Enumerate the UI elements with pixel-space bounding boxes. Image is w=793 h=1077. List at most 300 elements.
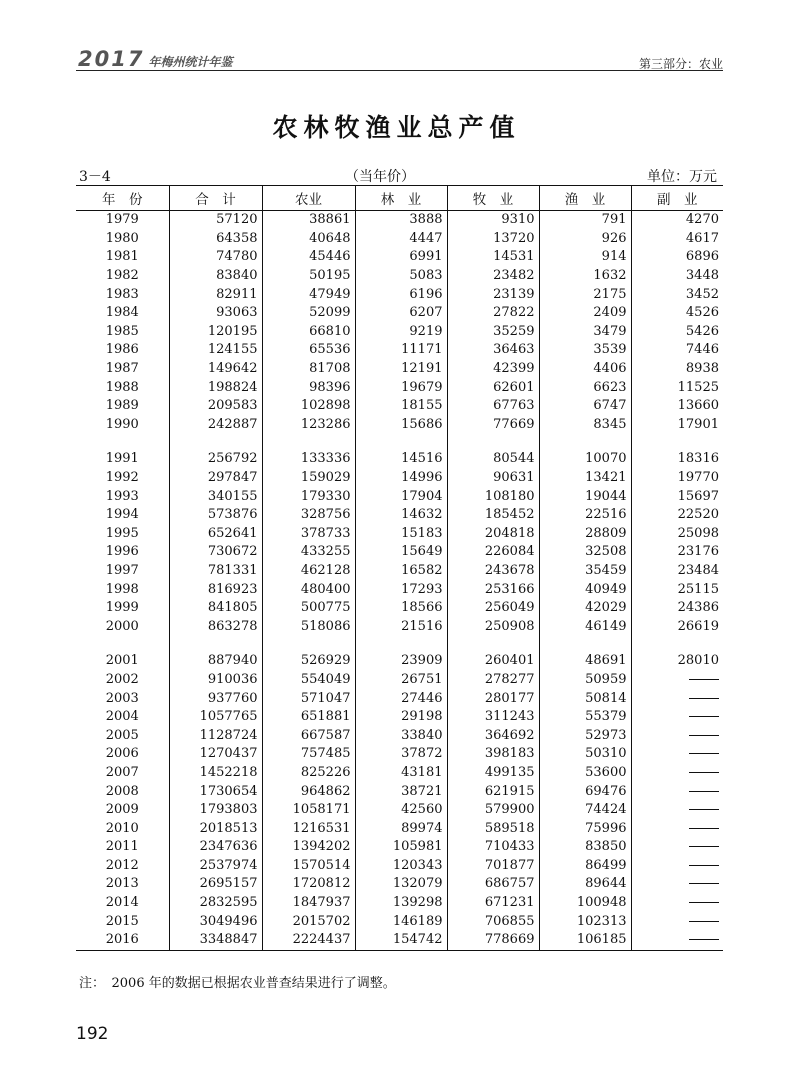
table-cell: 2018513 [169,819,262,838]
table-cell: 579900 [447,801,539,820]
price-basis: （当年价） [345,169,415,185]
table-cell [631,764,723,783]
table-row [76,378,723,397]
table-cell: 1847937 [262,894,355,913]
table-cell: 124155 [169,341,262,360]
table-cell: 45446 [262,248,355,267]
table-cell: 1993 [105,488,139,504]
table-cell: 15697 [631,487,723,506]
table-cell: 710433 [447,838,539,857]
table-cell: 526929 [262,652,355,671]
header-rule [76,70,723,71]
no-data-dash [689,828,719,829]
table-cell [631,819,723,838]
group-spacer-row [76,434,723,450]
table-cell: 1730654 [169,782,262,801]
table-cell: 1996 [105,544,139,560]
table-cell: 250908 [447,617,539,636]
table-cell: 29198 [355,708,447,727]
table-cell: 1570514 [262,857,355,876]
table-cell: 62601 [447,378,539,397]
table-cell: 82911 [169,285,262,304]
table-cell: 15183 [355,525,447,544]
table-cell: 1452218 [169,764,262,783]
table-cell: 3452 [631,285,723,304]
table-cell: 4270 [631,211,723,230]
group-spacer-row [76,636,723,652]
table-cell: 146189 [355,912,447,931]
table-row [76,469,723,488]
table-cell: 2015 [105,913,139,929]
table-cell: 83850 [539,838,631,857]
table-row [76,323,723,342]
col-year: 年 份 [76,186,169,211]
table-cell: 26619 [631,617,723,636]
table-cell: 1057765 [169,708,262,727]
table-cell: 6207 [355,304,447,323]
table-cell: 185452 [447,506,539,525]
table-header-row [76,186,723,211]
table-cell [631,912,723,931]
table-cell: 55379 [539,708,631,727]
table-cell: 2224437 [262,931,355,950]
table-cell: 2001 [105,653,139,669]
table-cell: 1999 [105,600,139,616]
table-cell: 38861 [262,211,355,230]
table-cell: 328756 [262,506,355,525]
table-cell: 18566 [355,599,447,618]
table-cell: 46149 [539,617,631,636]
table-cell: 1990 [105,416,139,432]
table-cell: 1982 [105,268,139,284]
table-cell: 204818 [447,525,539,544]
table-cell: 1980 [105,230,139,246]
table-cell: 1979 [105,212,139,228]
table-cell: 937760 [169,689,262,708]
table-cell: 22516 [539,506,631,525]
col-husbandry: 牧 业 [447,186,539,211]
table-cell: 243678 [447,562,539,581]
table-cell: 100948 [539,894,631,913]
table-row [76,689,723,708]
table-cell: 28010 [631,652,723,671]
spacer-cell [76,434,169,450]
table-cell: 83840 [169,267,262,286]
table-cell: 297847 [169,469,262,488]
table-row [76,487,723,506]
page-number: 192 [76,1024,109,1044]
table-cell: 6747 [539,397,631,416]
table-row [76,801,723,820]
table-cell: 6991 [355,248,447,267]
table-row [76,211,723,230]
table-cell: 12191 [355,360,447,379]
spacer-cell [169,434,262,450]
table-cell: 278277 [447,671,539,690]
table-cell: 48691 [539,652,631,671]
table-cell: 778669 [447,931,539,950]
table-cell: 2003 [105,690,139,706]
table-cell: 209583 [169,397,262,416]
table-cell: 108180 [447,487,539,506]
table-cell [631,875,723,894]
table-cell: 226084 [447,543,539,562]
table-cell: 38721 [355,782,447,801]
table-cell: 910036 [169,671,262,690]
table-cell: 1989 [105,398,139,414]
no-data-dash [689,716,719,717]
table-cell: 1992 [105,470,139,486]
table-cell: 33840 [355,726,447,745]
table-cell: 26751 [355,671,447,690]
table-cell: 14531 [447,248,539,267]
table-cell: 13421 [539,469,631,488]
spacer-cell [539,636,631,652]
table-cell: 25098 [631,525,723,544]
table-cell: 22520 [631,506,723,525]
table-cell: 4526 [631,304,723,323]
no-data-dash [689,753,719,754]
table-row [76,562,723,581]
output-value-table [76,185,723,951]
no-data-dash [689,921,719,922]
table-cell: 1988 [105,379,139,395]
table-cell: 280177 [447,689,539,708]
no-data-dash [689,846,719,847]
table-cell: 6196 [355,285,447,304]
spacer-cell [631,434,723,450]
table-cell: 18316 [631,450,723,469]
table-cell: 825226 [262,764,355,783]
spacer-cell [355,434,447,450]
table-cell: 159029 [262,469,355,488]
table-cell: 2537974 [169,857,262,876]
table-cell: 4447 [355,230,447,249]
table-cell: 1270437 [169,745,262,764]
col-sideline: 副 业 [631,186,723,211]
table-cell: 66810 [262,323,355,342]
table-row [76,745,723,764]
page-title: 农林牧渔业总产值 [272,113,521,142]
table-cell: 2832595 [169,894,262,913]
spacer-cell [631,636,723,652]
table-cell: 757485 [262,745,355,764]
table-cell: 123286 [262,416,355,435]
col-fishery: 渔 业 [539,186,631,211]
table-cell: 133336 [262,450,355,469]
table-cell: 17901 [631,416,723,435]
table-number: 3－4 [79,169,111,185]
table-row [76,230,723,249]
table-cell: 86499 [539,857,631,876]
table-cell: 964862 [262,782,355,801]
no-data-dash [689,679,719,680]
table-cell: 17293 [355,580,447,599]
table-cell: 500775 [262,599,355,618]
table-cell: 89644 [539,875,631,894]
table-cell: 652641 [169,525,262,544]
no-data-dash [689,809,719,810]
table-cell [631,782,723,801]
table-cell: 179330 [262,487,355,506]
table-cell: 2006 [105,746,139,762]
table-cell: 47949 [262,285,355,304]
table-cell: 253166 [447,580,539,599]
table-cell: 2175 [539,285,631,304]
table-cell: 120343 [355,857,447,876]
table-cell: 1997 [105,562,139,578]
no-data-dash [689,791,719,792]
table-cell: 686757 [447,875,539,894]
table-cell: 9310 [447,211,539,230]
table-cell: 554049 [262,671,355,690]
table-cell: 25115 [631,580,723,599]
table-cell: 781331 [169,562,262,581]
table-row [76,397,723,416]
table-cell: 149642 [169,360,262,379]
table-cell: 18155 [355,397,447,416]
table-row [76,248,723,267]
table-cell: 1058171 [262,801,355,820]
table-cell: 43181 [355,764,447,783]
table-cell: 791 [539,211,631,230]
table-cell: 1986 [105,342,139,358]
table-cell: 2016 [76,931,169,950]
table-cell: 651881 [262,708,355,727]
table-cell [631,671,723,690]
table-cell: 139298 [355,894,447,913]
table-cell: 50310 [539,745,631,764]
table-cell: 573876 [169,506,262,525]
table-cell: 40648 [262,230,355,249]
table-row [76,819,723,838]
table-cell: 13660 [631,397,723,416]
table-cell: 887940 [169,652,262,671]
table-cell: 52099 [262,304,355,323]
table-cell: 242887 [169,416,262,435]
table-cell: 11171 [355,341,447,360]
table-row [76,506,723,525]
table-cell: 914 [539,248,631,267]
table-cell: 19044 [539,487,631,506]
table-cell: 1793803 [169,801,262,820]
table-cell: 3888 [355,211,447,230]
table-cell: 102898 [262,397,355,416]
table-cell: 260401 [447,652,539,671]
table-row [76,912,723,931]
table-cell: 2002 [105,671,139,687]
table-cell: 3448 [631,267,723,286]
table-row [76,708,723,727]
table-cell: 65536 [262,341,355,360]
table-cell: 730672 [169,543,262,562]
table-cell: 64358 [169,230,262,249]
spacer-cell [262,636,355,652]
table-cell: 2409 [539,304,631,323]
table-cell: 77669 [447,416,539,435]
table-cell: 154742 [355,931,447,950]
table-cell: 1984 [105,305,139,321]
table-cell: 3479 [539,323,631,342]
table-cell: 340155 [169,487,262,506]
table-cell: 499135 [447,764,539,783]
table-cell: 1632 [539,267,631,286]
table-cell: 23482 [447,267,539,286]
table-cell: 24386 [631,599,723,618]
table-row [76,652,723,671]
table-cell: 2012 [105,857,139,873]
table-cell: 10070 [539,450,631,469]
table-cell: 120195 [169,323,262,342]
table-cell: 7446 [631,341,723,360]
table-cell: 816923 [169,580,262,599]
table-cell: 23484 [631,562,723,581]
table-cell: 433255 [262,543,355,562]
table-cell [631,857,723,876]
table-row [76,782,723,801]
no-data-dash [689,735,719,736]
table-cell: 67763 [447,397,539,416]
table-cell: 398183 [447,745,539,764]
table-row [76,450,723,469]
table-cell: 311243 [447,708,539,727]
table-cell: 57120 [169,211,262,230]
col-forestry: 林 业 [355,186,447,211]
table-cell: 256049 [447,599,539,618]
table-cell: 132079 [355,875,447,894]
table-cell: 671231 [447,894,539,913]
table-cell: 1991 [105,451,139,467]
table-row [76,875,723,894]
table-cell: 106185 [539,931,631,950]
table-row [76,543,723,562]
table-cell: 926 [539,230,631,249]
no-data-dash [689,772,719,773]
table-cell [631,931,723,950]
table-row [76,838,723,857]
table-cell: 3049496 [169,912,262,931]
table-cell: 50814 [539,689,631,708]
table-cell: 863278 [169,617,262,636]
table-cell: 16582 [355,562,447,581]
section-label: 第三部分：农业 [638,57,723,71]
table-cell: 256792 [169,450,262,469]
yearbook-name: 年梅州统计年鉴 [148,55,233,69]
table-cell: 1720812 [262,875,355,894]
table-row [76,304,723,323]
table-cell: 8938 [631,360,723,379]
no-data-dash [689,865,719,866]
spacer-cell [262,434,355,450]
no-data-dash [689,698,719,699]
table-cell: 841805 [169,599,262,618]
table-cell: 102313 [539,912,631,931]
table-row [76,360,723,379]
table-cell: 2014 [105,895,139,911]
table-cell: 23176 [631,543,723,562]
table-row [76,617,723,636]
table-cell: 621915 [447,782,539,801]
table-cell: 13720 [447,230,539,249]
yearbook-year: 2017 [78,47,145,71]
spacer-cell [169,636,262,652]
table-row [76,671,723,690]
table-cell [631,801,723,820]
table-cell: 36463 [447,341,539,360]
table-cell: 198824 [169,378,262,397]
table-cell: 1998 [105,581,139,597]
table-cell: 52973 [539,726,631,745]
table-cell: 3539 [539,341,631,360]
table-cell: 23909 [355,652,447,671]
table-cell: 667587 [262,726,355,745]
table-cell: 6896 [631,248,723,267]
table-cell: 28809 [539,525,631,544]
table-cell: 17904 [355,487,447,506]
table-cell: 2004 [105,709,139,725]
table-cell: 42029 [539,599,631,618]
table-cell: 589518 [447,819,539,838]
unit-label: 单位：万元 [647,169,717,185]
table-cell: 37872 [355,745,447,764]
col-total: 合 计 [169,186,262,211]
table-cell: 21516 [355,617,447,636]
table-cell: 1394202 [262,838,355,857]
table-cell: 701877 [447,857,539,876]
table-cell: 2009 [105,802,139,818]
table-row [76,726,723,745]
table-cell: 706855 [447,912,539,931]
table-cell: 35459 [539,562,631,581]
table-cell: 8345 [539,416,631,435]
table-cell: 74424 [539,801,631,820]
table-row [76,764,723,783]
table-cell: 9219 [355,323,447,342]
table-row [76,931,723,950]
table-cell: 1985 [105,323,139,339]
table-cell: 1983 [105,286,139,302]
table-row [76,580,723,599]
table-cell: 27446 [355,689,447,708]
spacer-cell [539,434,631,450]
table-cell [631,838,723,857]
no-data-dash [689,883,719,884]
table-row [76,285,723,304]
table-cell: 40949 [539,580,631,599]
table-cell: 93063 [169,304,262,323]
table-cell: 50195 [262,267,355,286]
table-cell: 89974 [355,819,447,838]
table-cell: 15649 [355,543,447,562]
table-cell [631,726,723,745]
table-cell: 2695157 [169,875,262,894]
table-cell: 5426 [631,323,723,342]
table-cell: 3348847 [169,931,262,950]
spacer-cell [76,636,169,652]
table-cell: 378733 [262,525,355,544]
table-cell: 32508 [539,543,631,562]
table-row [76,599,723,618]
table-cell: 364692 [447,726,539,745]
table-cell: 15686 [355,416,447,435]
table-cell: 105981 [355,838,447,857]
table-cell: 5083 [355,267,447,286]
table-cell: 42560 [355,801,447,820]
table-cell: 75996 [539,819,631,838]
table-cell: 69476 [539,782,631,801]
table-cell [631,745,723,764]
table-cell: 462128 [262,562,355,581]
